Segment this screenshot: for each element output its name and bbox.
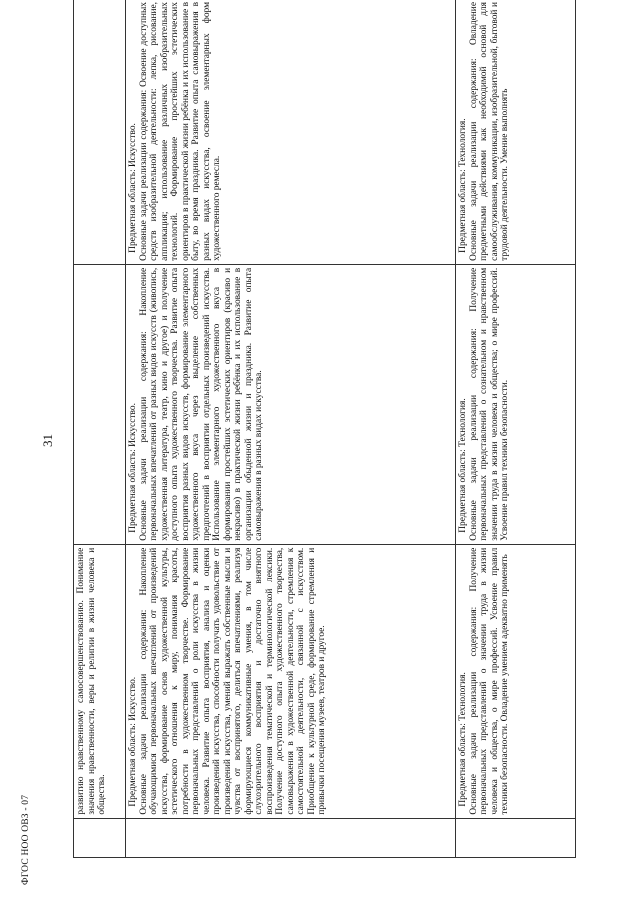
empty-column-cell: [74, 818, 126, 857]
empty-column-cell: [456, 818, 576, 857]
subject-area-title: Предметная область: Искусство.: [128, 403, 138, 533]
subject-area-title: Предметная область: Искусство.: [128, 676, 138, 807]
table-cell: [74, 264, 126, 544]
table-cell: [456, 544, 576, 818]
curriculum-table: [73, 0, 576, 858]
cell-text: Основные задачи реализации содержания: Получение первоначальных представлений о значении труда в жизни человека и общества, о мире профессий. Усвоение правил техники безопасности. Овладение умением адекватно применять: [468, 547, 510, 815]
cell-text: Основные задачи реализации содержания: Овладение предметными действиями как необходимой основой для самообслуживания, коммуникации, изобразительной, бытовой и трудовой деятельности. Умение выполнять: [468, 2, 510, 261]
table-row: [74, 0, 126, 858]
table-cell: [126, 264, 456, 544]
cell-text: Основные задачи реализации содержания: Получение первоначальных представлений о сознательном и нравственном значении труда в жизни человека и общества; о мире профессий. Усвоение правил техники безопасности.: [468, 267, 510, 541]
table-row: [126, 0, 456, 858]
table-cell: [74, 544, 126, 818]
table-cell: [74, 0, 126, 264]
subject-area-title: Предметная область: Технология.: [458, 398, 468, 533]
subject-area-title: Предметная область: Технология.: [458, 118, 468, 253]
cell-text: развитию нравственному самосовершенствованию. Понимание значения нравственности, веры и религии в жизни человека и общества.: [76, 547, 107, 815]
page-number: 31: [40, 434, 55, 447]
table-cell: [126, 0, 456, 264]
table-cell: [126, 544, 456, 818]
cell-text: Основные задачи реализации содержания: Накопление первоначальных впечатлений от разных видов искусств (живопись, художественная литература, театр, кино и другое) и получение доступного опыта художественного творчества. Развитие опыта восприятия разных видов искусств, формирование элементарного художественного вкуса через выделение собственных предпочтений в восприятии отдельных произведений искусства. Использование элементарного художественного вкуса в формировании простейших эстетических ориентиров (красиво и некрасиво) в практической жизни ребёнка и их использование в организации обыденной жизни и праздника. Развитие опыта самовыражения в разных видах искусства.: [138, 267, 264, 541]
standard-table-rotated: [73, 0, 575, 858]
table-cell: [456, 264, 576, 544]
subject-area-title: Предметная область: Технология.: [458, 672, 468, 807]
cell-text: Основные задачи реализации содержания: Освоение доступных средств изобразительной деятельности: лепка, рисование, аппликация; использование различных изобразительных технологий. Формирование простейших эстетических ориентиров в практической жизни ребёнка и их использование в быту, во время праздника. Развитие опыта самовыражения в разных видах искусства, освоение элементарных форм художественного ремесла.: [138, 2, 222, 261]
empty-column-cell: [126, 818, 456, 857]
subject-area-title: Предметная область: Искусство.: [128, 123, 138, 253]
document-footer: ФГОС НОО ОВЗ - 07: [21, 794, 31, 885]
table-row: [456, 0, 576, 858]
table-cell: [456, 0, 576, 264]
cell-text: Основные задачи реализации содержания: Накопление обучающимися первоначальных впечатлений от произведений искусства, формирование основ художественной культуры, эстетического отношения к миру, понимания красоты, потребности в художественном творчестве. Формирование первоначальных представлений о роли искусства в жизни человека. Развитие опыта восприятия, анализа и оценки произведений искусства, способности получать удовольствие от произведений искусства, умений выражать собственные мысли и чувства от воспринятого, делиться впечатлениями, реализуя формирующиеся коммуникативные умения, в том числе слухозрительного восприятия и достаточно внятного воспроизведения тематической и терминологической лексики. Получение доступного опыта художественного творчества, самовыражения в художественной деятельности, стремления к самостоятельной деятельности, связанной с искусством. Приобщение к культурной среде, формирование стремления и привычки посещения музеев, театров и другое.: [138, 547, 327, 815]
